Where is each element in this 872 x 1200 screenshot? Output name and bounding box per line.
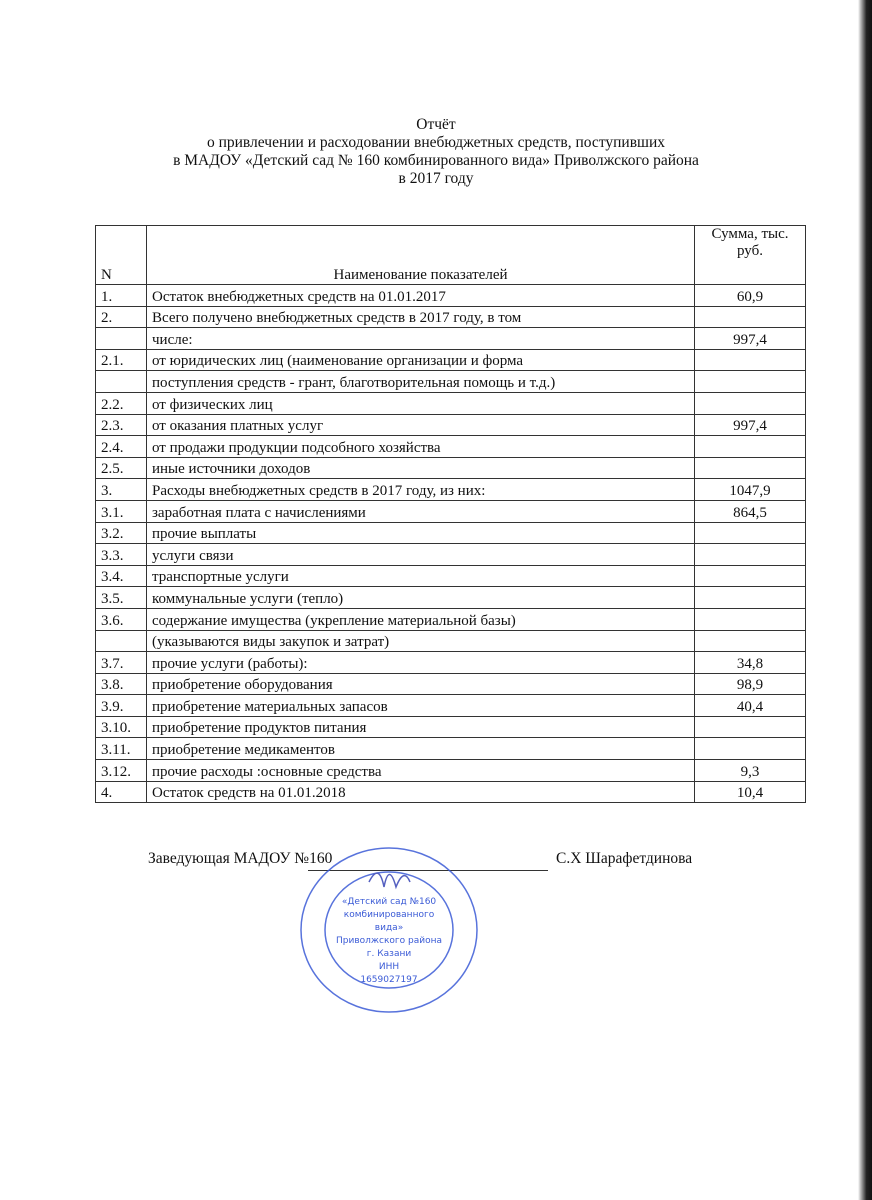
row-number: 3.12. (96, 760, 147, 782)
row-name: (указываются виды закупок и затрат) (147, 630, 695, 652)
row-name: от физических лиц (147, 392, 695, 414)
row-sum: 997,4 (695, 414, 806, 436)
table-row (96, 565, 806, 587)
table-row (96, 760, 806, 782)
table-row (96, 522, 806, 544)
document-title (0, 116, 872, 188)
row-name: приобретение продуктов питания (147, 716, 695, 738)
row-name: от продажи продукции подсобного хозяйства (147, 436, 695, 458)
row-number: 3.3. (96, 544, 147, 566)
row-name: прочие выплаты (147, 522, 695, 544)
table-row (96, 371, 806, 393)
row-sum (695, 436, 806, 458)
stamp-text-line: вида» (374, 923, 404, 933)
row-name: приобретение материальных запасов (147, 695, 695, 717)
table-row (96, 500, 806, 522)
row-sum: 10,4 (695, 781, 806, 803)
table-row (96, 414, 806, 436)
row-sum (695, 306, 806, 328)
row-number: 3.7. (96, 652, 147, 674)
row-sum: 60,9 (695, 285, 806, 307)
table-row (96, 479, 806, 501)
row-name: содержание имущества (укрепление материальной базы) (147, 608, 695, 630)
header-name: Наименование показателей (147, 226, 695, 285)
row-sum: 864,5 (695, 500, 806, 522)
row-sum (695, 371, 806, 393)
row-sum: 997,4 (695, 328, 806, 350)
table-row (96, 349, 806, 371)
stamp-text-line: комбинированного (343, 910, 435, 920)
report-table (95, 225, 806, 803)
row-number: 2.4. (96, 436, 147, 458)
row-number: 3.4. (96, 565, 147, 587)
title-line: в МАДОУ «Детский сад № 160 комбинированного вида» Приволжского района (173, 152, 699, 169)
stamp-text-line: «Детский сад №160 (341, 897, 437, 907)
row-name: Остаток средств на 01.01.2018 (147, 781, 695, 803)
row-number: 3.11. (96, 738, 147, 760)
title-line: о привлечении и расходовании внебюджетных средств, поступивших (206, 134, 666, 151)
row-sum: 1047,9 (695, 479, 806, 501)
row-name: приобретение медикаментов (147, 738, 695, 760)
row-name: поступления средств - грант, благотворительная помощь и т.д.) (147, 371, 695, 393)
row-number: 3. (96, 479, 147, 501)
stamp-text-line: 1659027197 (360, 975, 418, 985)
signatory-name: С.Х Шарафетдинова (556, 850, 693, 867)
handwritten-signature (369, 873, 410, 887)
title-line: Отчёт (416, 116, 456, 133)
row-number: 3.1. (96, 500, 147, 522)
row-number: 3.6. (96, 608, 147, 630)
table-row (96, 695, 806, 717)
row-number: 4. (96, 781, 147, 803)
row-number: 1. (96, 285, 147, 307)
row-sum: 98,9 (695, 673, 806, 695)
table-row (96, 544, 806, 566)
row-sum: 40,4 (695, 695, 806, 717)
row-name: от оказания платных услуг (147, 414, 695, 436)
row-name: прочие услуги (работы): (147, 652, 695, 674)
row-number: 2.5. (96, 457, 147, 479)
row-sum (695, 716, 806, 738)
row-sum (695, 608, 806, 630)
table-row (96, 608, 806, 630)
row-number: 2.1. (96, 349, 147, 371)
row-number (96, 371, 147, 393)
row-sum: 34,8 (695, 652, 806, 674)
row-name: услуги связи (147, 544, 695, 566)
table-row (96, 716, 806, 738)
row-name: иные источники доходов (147, 457, 695, 479)
row-number: 3.8. (96, 673, 147, 695)
stamp-text-line: г. Казани (366, 949, 412, 959)
row-name: коммунальные услуги (тепло) (147, 587, 695, 609)
header-n: N (96, 226, 147, 285)
row-number: 3.10. (96, 716, 147, 738)
row-sum (695, 630, 806, 652)
row-name: заработная плата с начислениями (147, 500, 695, 522)
table-header-row (96, 226, 806, 285)
table-row (96, 673, 806, 695)
organization-stamp (294, 842, 484, 1017)
row-sum (695, 565, 806, 587)
stamp-text-line: ИНН (378, 962, 400, 972)
row-sum (695, 457, 806, 479)
header-sum: Сумма, тыс. руб. (695, 226, 806, 285)
table-row (96, 392, 806, 414)
row-name: Расходы внебюджетных средств в 2017 году, из них: (147, 479, 695, 501)
row-number: 2.3. (96, 414, 147, 436)
row-number: 3.9. (96, 695, 147, 717)
row-sum (695, 392, 806, 414)
row-name: транспортные услуги (147, 565, 695, 587)
row-number (96, 630, 147, 652)
signatory-position: Заведующая МАДОУ №160 (148, 850, 333, 867)
row-name: от юридических лиц (наименование организации и форма (147, 349, 695, 371)
row-number: 2.2. (96, 392, 147, 414)
row-name: приобретение оборудования (147, 673, 695, 695)
table-row (96, 738, 806, 760)
row-sum (695, 522, 806, 544)
table-row (96, 630, 806, 652)
row-name: числе: (147, 328, 695, 350)
row-name: Остаток внебюджетных средств на 01.01.2017 (147, 285, 695, 307)
row-sum (695, 544, 806, 566)
table-row (96, 652, 806, 674)
row-name: прочие расходы :основные средства (147, 760, 695, 782)
row-name: Всего получено внебюджетных средств в 2017 году, в том (147, 306, 695, 328)
table-row (96, 781, 806, 803)
table-row (96, 457, 806, 479)
table-row (96, 306, 806, 328)
row-number: 3.5. (96, 587, 147, 609)
table-row (96, 587, 806, 609)
row-sum: 9,3 (695, 760, 806, 782)
title-line: в 2017 году (398, 170, 474, 187)
row-number: 3.2. (96, 522, 147, 544)
stamp-text-line: Приволжского района (336, 936, 442, 946)
row-sum (695, 349, 806, 371)
row-number: 2. (96, 306, 147, 328)
row-sum (695, 587, 806, 609)
table-row (96, 285, 806, 307)
row-number (96, 328, 147, 350)
table-row (96, 436, 806, 458)
row-sum (695, 738, 806, 760)
table-row (96, 328, 806, 350)
